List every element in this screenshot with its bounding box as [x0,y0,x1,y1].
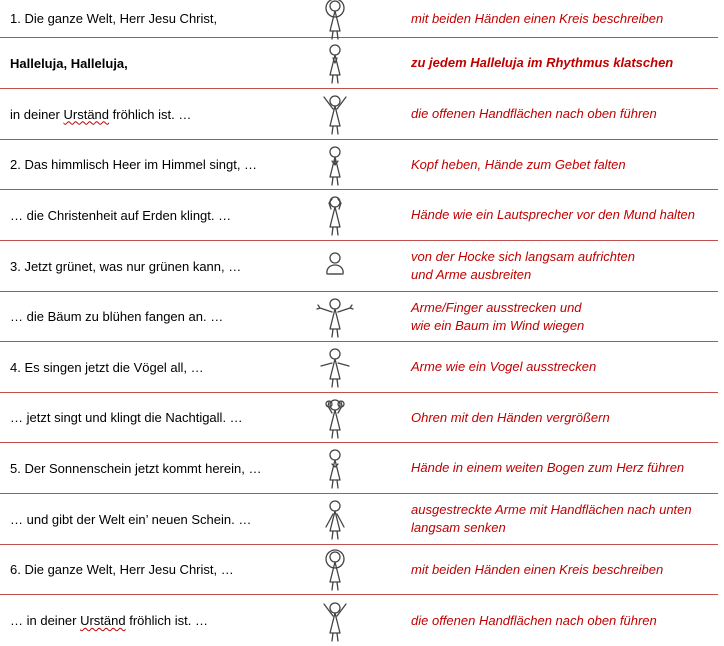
gesture-text: mit beiden Händen einen Kreis beschreiben [411,561,664,577]
gesture-text: die offenen Handflächen nach oben führen [411,106,657,121]
table-row [0,342,718,393]
lyric-cell [10,0,310,37]
table-row [0,443,718,494]
lyric-text: 6. Die ganze Welt, Herr Jesu Christ, … [10,562,234,577]
gesture-text: mit beiden Händen einen Kreis beschreiben [411,10,664,26]
gesture-text: langsam senken [411,520,506,535]
figure-heart-icon [312,443,358,493]
gesture-cell [411,494,716,544]
figure-lower-arms-icon [312,494,358,544]
lyric-cell [10,393,310,442]
figure-arms-up-icon [312,89,358,139]
gesture-text: Arme/Finger ausstrecken und [411,299,582,315]
table-row [0,0,718,38]
gesture-cell [411,190,716,240]
figure-megaphone-icon [312,190,358,240]
lyric-cell [10,494,310,544]
table-row [0,292,718,342]
gesture-text: wie ein Baum im Wind wiegen [411,317,585,333]
figure-arms-up-icon [312,595,358,646]
table-row [0,89,718,140]
figure-clap-icon [312,38,358,88]
lyric-text: 3. Jetzt grünet, was nur grünen kann, … [10,258,242,274]
gesture-cell [411,89,716,139]
gesture-text: Hände in einem weiten Bogen zum Herz führen [411,460,685,475]
gesture-text: Ohren mit den Händen vergrößern [411,409,610,425]
lyric-text-end: fröhlich ist. … [125,613,208,628]
gesture-cell [411,241,716,291]
gesture-text: von der Hocke sich langsam aufrichten [411,249,636,264]
lyric-cell [10,38,310,88]
lyric-text-end: fröhlich ist. … [109,106,192,122]
table-row [0,190,718,241]
gesture-cell [411,545,716,594]
gesture-cell [411,595,716,646]
gesture-text: die offenen Handflächen nach oben führen [411,612,657,628]
table-row [0,38,718,89]
lyric-text: 2. Das himmlisch Heer im Himmel singt, … [10,157,258,172]
lyric-text: in deiner [10,106,64,122]
gesture-text: Kopf heben, Hände zum Gebet falten [411,156,626,172]
lyric-text: … in deiner [10,613,81,628]
figure-circle-icon [312,545,358,594]
gesture-cell [411,443,716,493]
figure-ears-icon [312,393,358,442]
gesture-text: ausgestreckte Arme mit Handflächen nach unten [411,502,692,517]
lyric-cell [10,140,310,189]
lyric-cell [10,443,310,493]
gesture-text: und Arme ausbreiten [411,267,532,282]
table-row [0,595,718,646]
gesture-cell [411,0,716,37]
lyric-cell [10,595,310,646]
lyric-cell [10,190,310,240]
spellcheck-word: Urständ [80,613,126,628]
lyric-cell [10,545,310,594]
lyric-text: 4. Es singen jetzt die Vögel all, … [10,359,204,375]
lyric-cell [10,342,310,392]
gesture-cell [411,292,716,341]
lyric-text: Halleluja, Halleluja, [10,55,128,71]
lyric-text: … jetzt singt und klingt die Nachtigall. … [10,410,243,425]
figure-bird-icon [312,342,358,392]
lyric-text: … die Bäum zu blühen fangen an. … [10,309,224,324]
table-row [0,241,718,292]
gesture-cell [411,342,716,392]
table-row [0,393,718,443]
figure-crouch-icon [312,241,358,291]
gesture-text: zu jedem Halleluja im Rhythmus klatschen [411,55,674,70]
table-row [0,545,718,595]
lyric-cell [10,241,310,291]
gesture-cell [411,140,716,189]
table-row [0,140,718,190]
lyric-text: … die Christenheit auf Erden klingt. … [10,207,232,223]
table-row [0,494,718,545]
lyric-text: 1. Die ganze Welt, Herr Jesu Christ, [10,11,218,26]
lyric-text: 5. Der Sonnenschein jetzt kommt herein, … [10,460,262,476]
spellcheck-word: Urständ [63,106,110,122]
gesture-cell [411,38,716,88]
figure-tree-icon [312,292,358,341]
gesture-cell [411,393,716,442]
figure-circle-icon [312,0,358,37]
lyric-cell [10,292,310,341]
figure-pray-icon [312,140,358,189]
lyric-text: … und gibt der Welt ein’ neuen Schein. … [10,511,252,527]
lyric-cell [10,89,310,139]
gesture-text: Hände wie ein Lautsprecher vor den Mund halten [411,207,696,222]
gesture-text: Arme wie ein Vogel ausstrecken [411,359,597,374]
